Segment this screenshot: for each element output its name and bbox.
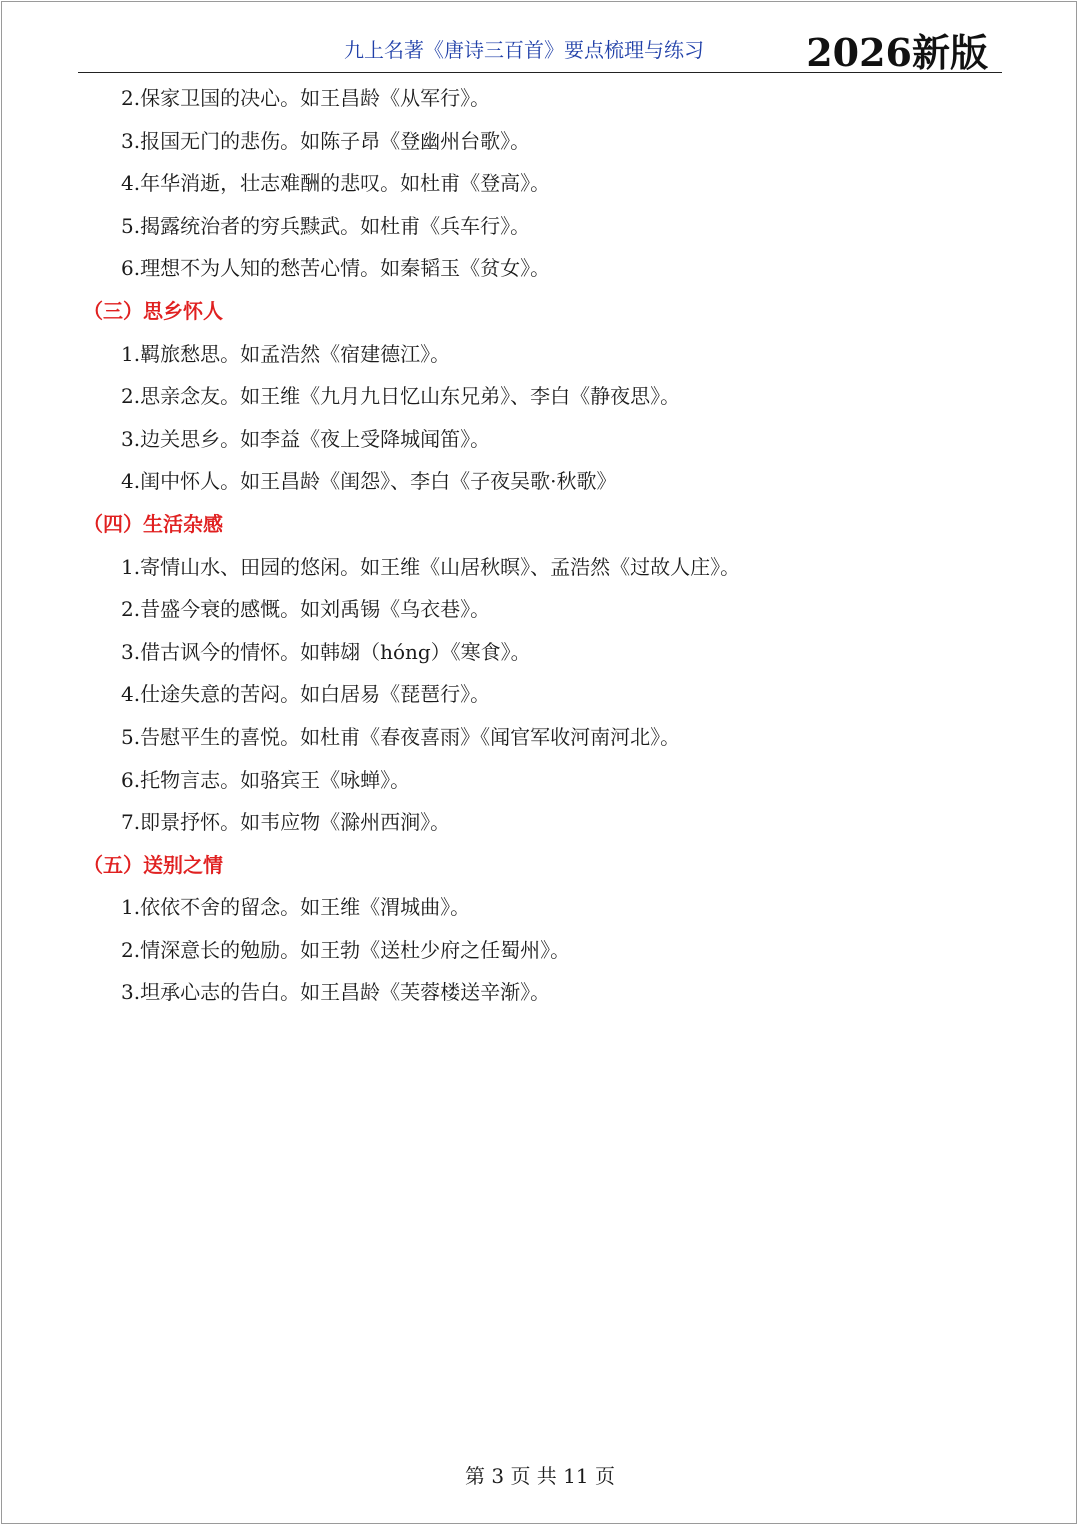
list-item: 4.年华消逝，壮志难酬的悲叹。如杜甫《登高》。 (121, 171, 551, 196)
list-item: 5.揭露统治者的穷兵黩武。如杜甫《兵车行》。 (121, 213, 531, 238)
list-item: 1.寄情山水、田园的悠闲。如王维《山居秋暝》、孟浩然《过故人庄》。 (121, 554, 741, 579)
list-item: 1.依依不舍的留念。如王维《渭城曲》。 (121, 895, 471, 920)
page-number: 第 3 页 共 11 页 (465, 1464, 615, 1488)
list-item: 6.理想不为人知的愁苦心情。如秦韬玉《贫女》。 (121, 256, 551, 281)
header-edition: 2026新版 (806, 30, 988, 75)
list-item: 7.即景抒怀。如韦应物《滁州西涧》。 (121, 810, 451, 835)
section-heading: （四）生活杂感 (83, 511, 223, 536)
section-heading: （五）送别之情 (83, 852, 223, 877)
list-item: 3.报国无门的悲伤。如陈子昂《登幽州台歌》。 (121, 128, 531, 153)
list-item: 5.告慰平生的喜悦。如杜甫《春夜喜雨》《闻官军收河南河北》。 (121, 724, 681, 749)
list-item: 3.边关思乡。如李益《夜上受降城闻笛》。 (121, 426, 491, 451)
section-heading: （三）思乡怀人 (83, 298, 223, 323)
list-item: 4.闺中怀人。如王昌龄《闺怨》、李白《子夜吴歌·秋歌》 (121, 469, 617, 494)
list-item: 2.情深意长的勉励。如王勃《送杜少府之任蜀州》。 (121, 937, 571, 962)
list-item: 6.托物言志。如骆宾王《咏蝉》。 (121, 767, 411, 792)
page-header (78, 18, 1002, 73)
document-body (0, 77, 1080, 1014)
list-item: 2.保家卫国的决心。如王昌龄《从军行》。 (121, 86, 491, 110)
list-item: 3.坦承心志的告白。如王昌龄《芙蓉楼送辛渐》。 (121, 980, 551, 1005)
list-item: 3.借古讽今的情怀。如韩翃（hóng）《寒食》。 (121, 639, 531, 664)
list-item: 2.昔盛今衰的感慨。如刘禹锡《乌衣巷》。 (121, 597, 491, 622)
list-item: 4.仕途失意的苦闷。如白居易《琵琶行》。 (121, 682, 491, 707)
header-title: 九上名著《唐诗三百首》要点梳理与练习 (344, 38, 704, 62)
list-item: 2.思亲念友。如王维《九月九日忆山东兄弟》、李白《静夜思》。 (121, 384, 681, 409)
list-item: 1.羁旅愁思。如孟浩然《宿建德江》。 (121, 341, 451, 366)
